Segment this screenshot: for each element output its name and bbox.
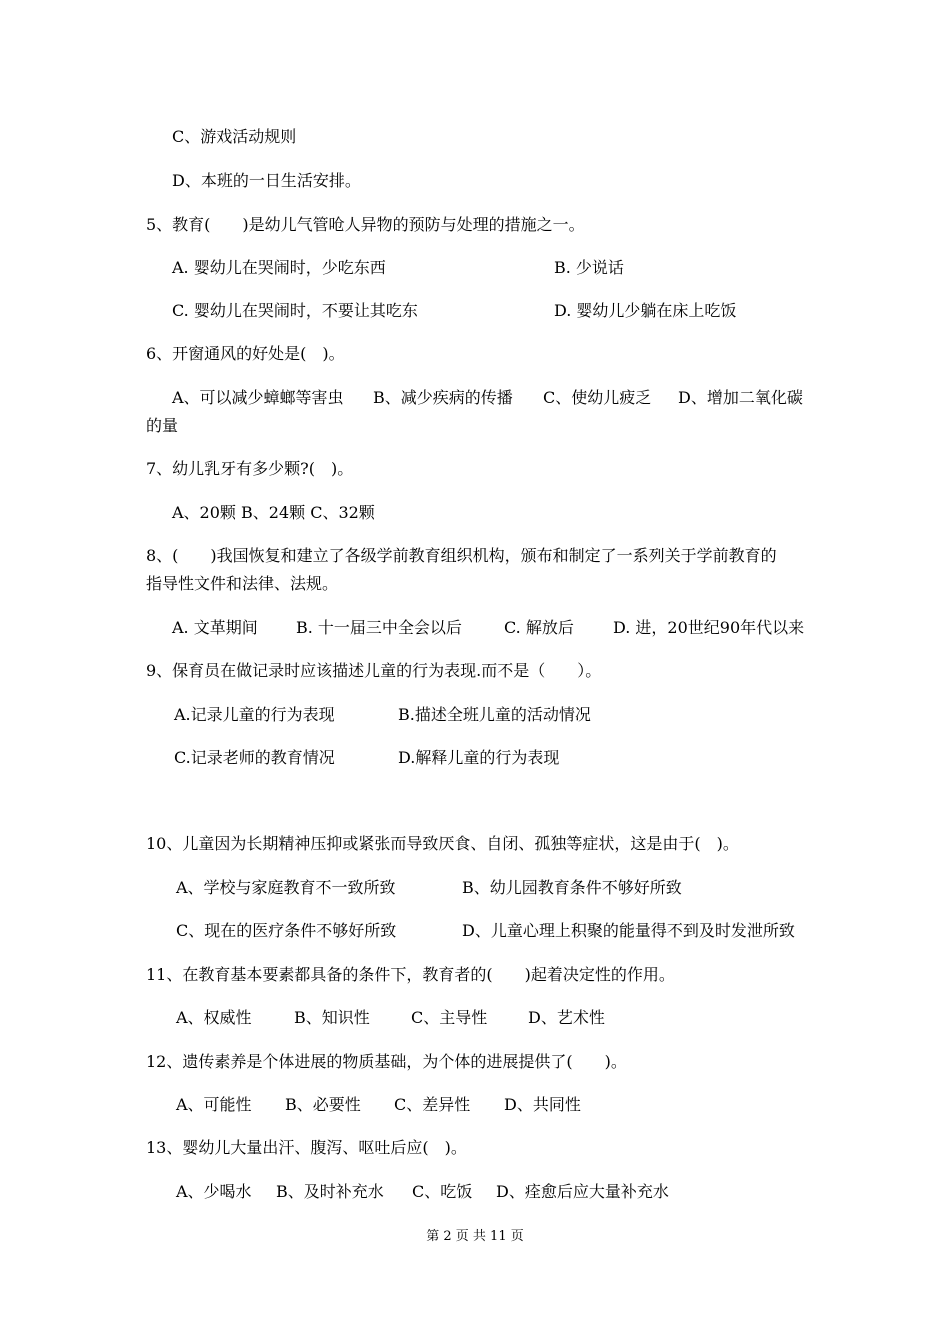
q13-option-d: D、痊愈后应大量补充水 (496, 1182, 669, 1201)
q12-option-c: C、差异性 (394, 1095, 471, 1114)
q10-option-a: A、学校与家庭教育不一致所致 (176, 878, 396, 897)
q6-stem: 6、开窗通风的好处是( )。 (146, 344, 345, 363)
q13-stem: 13、婴幼儿大量出汗、腹泻、呕吐后应( )。 (146, 1138, 467, 1157)
q11-option-b: B、知识性 (294, 1008, 370, 1027)
q5-option-a: A. 婴幼儿在哭闹时，少吃东西 (172, 258, 386, 277)
q6-option-a: A、可以减少蟑螂等害虫 (172, 388, 344, 407)
q7-stem: 7、幼儿乳牙有多少颗?( )。 (146, 459, 354, 478)
q13-option-c: C、吃饭 (412, 1182, 473, 1201)
q13-option-b: B、及时补充水 (276, 1182, 384, 1201)
q6-option-d-continued: 的量 (146, 416, 179, 435)
q12-stem: 12、遗传素养是个体进展的物质基础，为个体的进展提供了( )。 (146, 1052, 627, 1071)
q9-option-b: B.描述全班儿童的活动情况 (398, 705, 591, 724)
q11-option-c: C、主导性 (411, 1008, 488, 1027)
q5-option-d: D. 婴幼儿少躺在床上吃饭 (554, 301, 737, 320)
q8-option-c: C. 解放后 (504, 618, 574, 637)
q4-option-d: D、本班的一日生活安排。 (172, 171, 361, 190)
q7-options: A、20颗 B、24颗 C、32颗 (172, 503, 375, 522)
q5-option-c: C. 婴幼儿在哭闹时，不要让其吃东 (172, 301, 418, 320)
q10-option-b: B、幼儿园教育条件不够好所致 (462, 878, 682, 897)
q5-option-b: B. 少说话 (554, 258, 624, 277)
q11-option-a: A、权威性 (176, 1008, 252, 1027)
q9-stem: 9、保育员在做记录时应该描述儿童的行为表现.而不是（ ）。 (146, 661, 602, 680)
q11-option-d: D、艺术性 (528, 1008, 605, 1027)
q10-option-d: D、儿童心理上积聚的能量得不到及时发泄所致 (462, 921, 795, 940)
q6-option-b: B、减少疾病的传播 (373, 388, 513, 407)
q12-option-b: B、必要性 (285, 1095, 361, 1114)
q10-option-c: C、现在的医疗条件不够好所致 (176, 921, 397, 940)
q8-stem-line1: 8、( )我国恢复和建立了各级学前教育组织机构，颁布和制定了一系列关于学前教育的 (146, 546, 777, 565)
page-number-footer: 第 2 页 共 11 页 (426, 1229, 524, 1244)
q8-option-a: A. 文革期间 (172, 618, 258, 637)
q12-option-a: A、可能性 (176, 1095, 252, 1114)
q4-option-c: C、游戏活动规则 (172, 127, 297, 146)
q8-option-b: B. 十一届三中全会以后 (296, 618, 462, 637)
q13-option-a: A、少喝水 (176, 1182, 252, 1201)
q6-option-c: C、使幼儿疲乏 (543, 388, 652, 407)
q6-option-d: D、增加二氧化碳 (678, 388, 803, 407)
q11-stem: 11、在教育基本要素都具备的条件下，教育者的( )起着决定性的作用。 (146, 965, 675, 984)
q9-option-a: A.记录儿童的行为表现 (174, 705, 335, 724)
q9-option-c: C.记录老师的教育情况 (174, 748, 335, 767)
q10-stem: 10、儿童因为长期精神压抑或紧张而导致厌食、自闭、孤独等症状，这是由于( )。 (146, 834, 739, 853)
q8-option-d: D. 进，20世纪90年代以来 (613, 618, 805, 637)
q5-stem: 5、教育( )是幼儿气管呛人异物的预防与处理的措施之一。 (146, 215, 585, 234)
q12-option-d: D、共同性 (504, 1095, 581, 1114)
q9-option-d: D.解释儿童的行为表现 (398, 748, 560, 767)
q8-stem-line2: 指导性文件和法律、法规。 (146, 574, 339, 593)
